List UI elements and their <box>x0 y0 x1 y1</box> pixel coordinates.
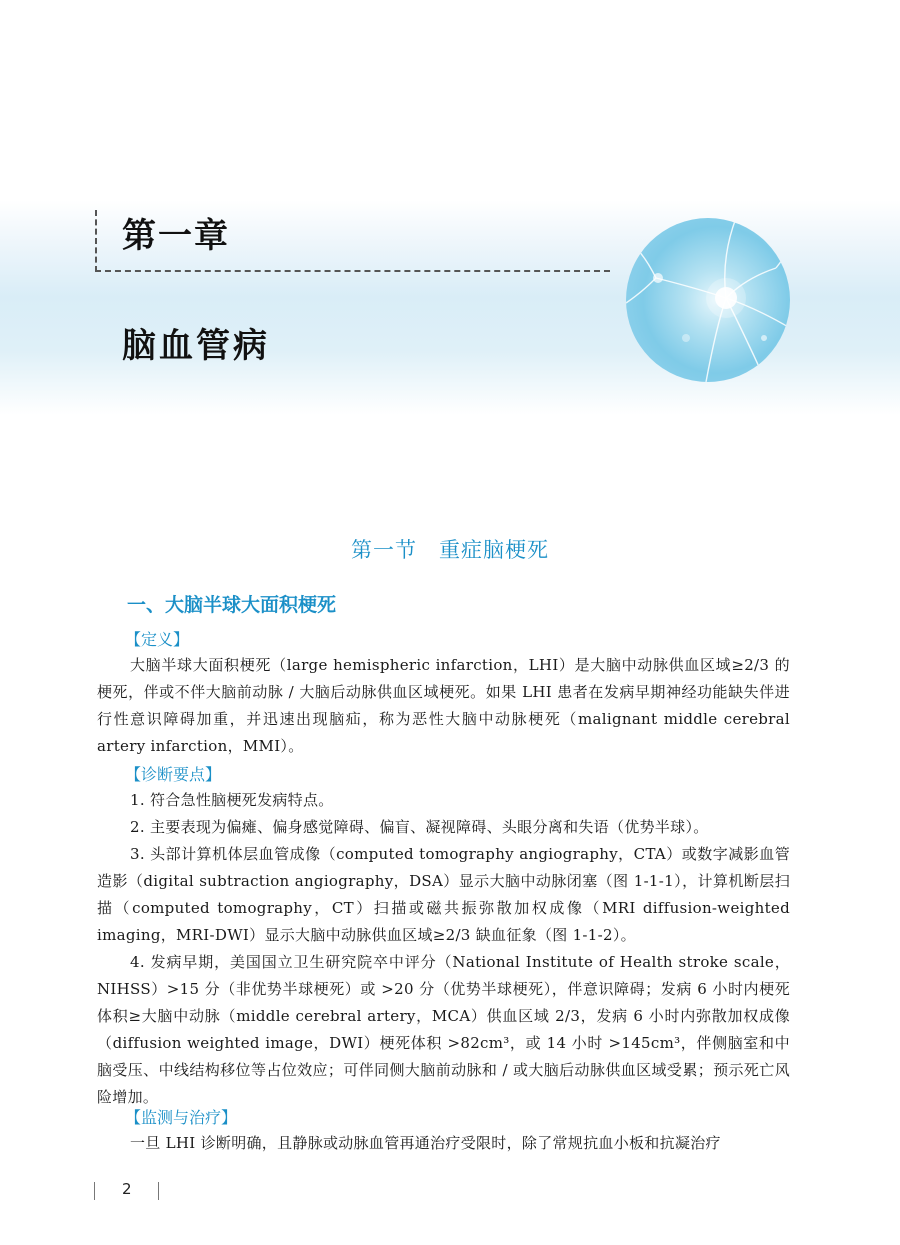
footer-divider <box>94 1182 95 1200</box>
diagnosis-point: 2. 主要表现为偏瘫、偏身感觉障碍、偏盲、凝视障碍、头眼分离和失语（优势半球）。 <box>130 818 709 836</box>
section-title: 第一节 重症脑梗死 <box>351 538 549 562</box>
chapter-number: 第一章 <box>122 216 230 256</box>
diagnosis-point: 1. 符合急性脑梗死发病特点。 <box>130 791 334 809</box>
diagnosis-point: 3. 头部计算机体层血管成像（computed tomography angiography，CTA）或数字减影血管造影（digital subtraction angiography，DSA）显示大脑中动脉闭塞（图 1-1-1），计算机断层扫描（computed tomography，CT）扫描或磁共振弥散加权成像（MRI diffusion-weighted imaging，MRI-DWI）显示大脑中动脉供血区域≥2/3 缺血征象（图 1-1-2）。 <box>97 845 790 944</box>
definition-paragraph: 大脑半球大面积梗死（large hemispheric infarction，LHI）是大脑中动脉供血区域≥2/3 的梗死，伴或不伴大脑前动脉 / 大脑后动脉供血区域梗死。如果 LHI 患者在发病早期神经功能缺失伴进行性意识障碍加重，并迅速出现脑疝，称为恶性大脑中动脉梗死（malignant middle cerebral artery infarction，MMI）。 <box>97 656 790 755</box>
diagnosis-point: 4. 发病早期，美国国立卫生研究院卒中评分（National Institute of Health stroke scale，NIHSS）>15 分（非优势半球梗死）或 >20 分（优势半球梗死），伴意识障碍；发病 6 小时内梗死体积≥大脑中动脉（middle cerebral artery，MCA）供血区域 2/3，发病 6 小时内弥散加权成像（diffusion weighted image，DWI）梗死体积 >82cm³，或 14 小时 >145cm³，伴侧脑室和中脑受压、中线结构移位等占位效应；可伴同侧大脑前动脉和 / 或大脑后动脉供血区域受累；预示死亡风险增加。 <box>97 953 790 1106</box>
footer-divider <box>158 1182 159 1200</box>
neuron-icon <box>626 218 790 382</box>
definition-tag: 【定义】 <box>125 630 190 649</box>
page-number: 2 <box>122 1180 132 1198</box>
header-dashed-rule-horizontal <box>95 270 610 272</box>
header-dashed-rule-vertical <box>95 210 97 272</box>
neuron-illustration <box>626 218 790 382</box>
page-footer <box>94 1180 164 1202</box>
monitoring-tag: 【监测与治疗】 <box>125 1108 238 1127</box>
subsection-title: 一、大脑半球大面积梗死 <box>127 594 337 616</box>
diagnosis-tag: 【诊断要点】 <box>125 765 222 784</box>
monitoring-paragraph: 一旦 LHI 诊断明确，且静脉或动脉血管再通治疗受限时，除了常规抗血小板和抗凝治疗 <box>130 1134 721 1152</box>
chapter-title: 脑血管病 <box>122 326 270 366</box>
